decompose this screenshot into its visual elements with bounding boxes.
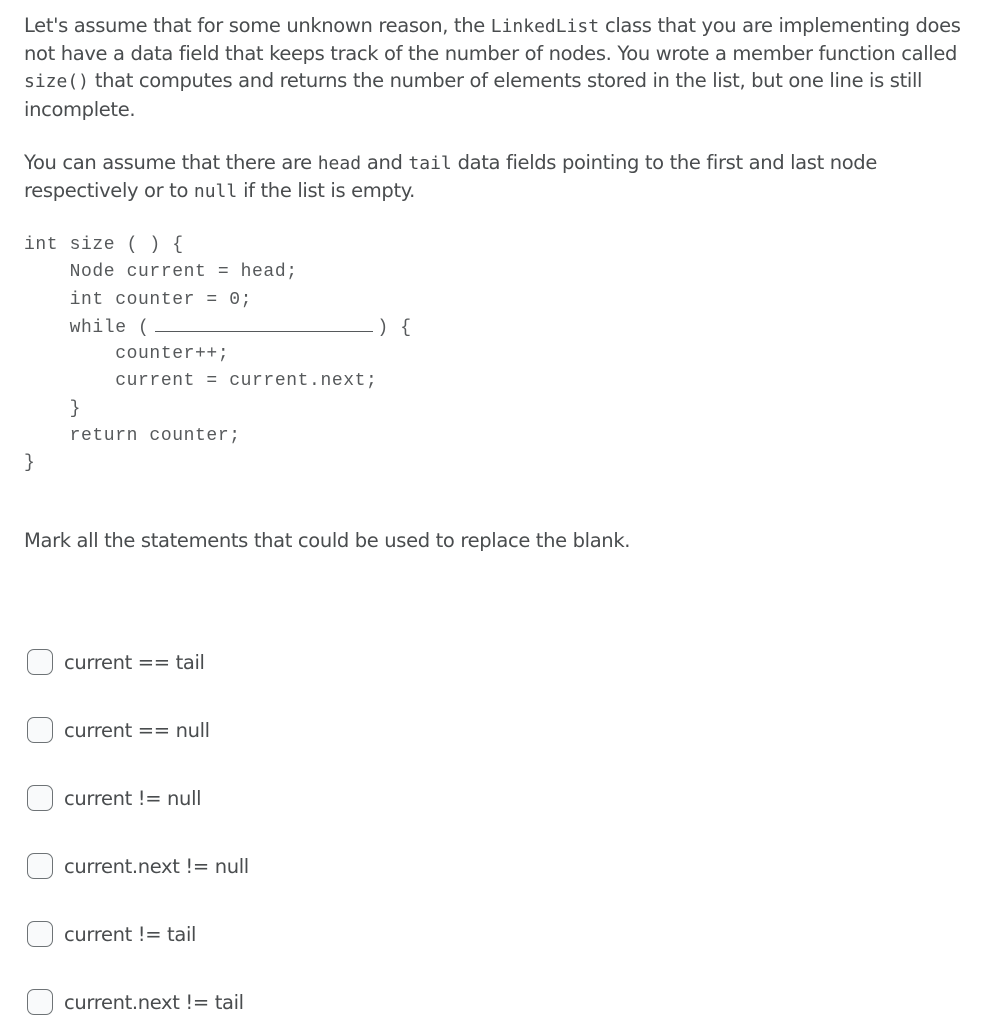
code-line: Node current = head; [24, 262, 298, 283]
inline-code-size: size() [24, 71, 90, 93]
question-paragraph-2 [24, 149, 974, 205]
code-line: int counter = 0; [24, 289, 253, 310]
code-block [24, 232, 412, 478]
question-paragraph-1 [24, 12, 974, 123]
code-line: } [24, 453, 36, 474]
code-line: return counter; [24, 426, 241, 447]
question-text: Let's assume that for some unknown reason, the [24, 14, 491, 37]
checkbox[interactable] [27, 989, 53, 1015]
checkbox[interactable] [27, 785, 53, 811]
question-text: You can assume that there are [24, 151, 318, 174]
option-current-eq-tail[interactable] [27, 648, 205, 676]
option-label: current == null [64, 718, 210, 742]
checkbox[interactable] [27, 921, 53, 947]
option-label: current != null [64, 786, 202, 810]
question-text: and [361, 151, 409, 174]
code-line: int size ( ) { [24, 235, 184, 255]
code-line-while [24, 314, 412, 341]
question-text: data fields pointing to the first and last node respectively or to [24, 151, 877, 203]
option-label: current.next != null [64, 854, 249, 878]
code-line: } [24, 398, 82, 419]
option-label: current != tail [64, 922, 197, 946]
option-current-next-neq-null[interactable] [27, 852, 249, 880]
code-while-start: while ( [24, 317, 150, 338]
option-current-neq-tail[interactable] [27, 920, 196, 948]
inline-code-null: null [193, 181, 238, 203]
option-label: current.next != tail [64, 990, 244, 1014]
checkbox[interactable] [27, 853, 53, 879]
checkbox[interactable] [27, 717, 53, 743]
question-prompt: Mark all the statements that could be used to replace the blank. [24, 529, 631, 552]
question-text: class that you are implementing does not have a data field that keeps track of the number of nodes. You wrote a member function called [24, 14, 961, 66]
option-current-eq-null[interactable] [27, 716, 210, 744]
code-while-end: ) { [377, 317, 412, 338]
code-blank [155, 314, 373, 332]
checkbox[interactable] [27, 649, 53, 675]
inline-code-tail: tail [408, 153, 452, 174]
option-label: current == tail [64, 650, 205, 674]
inline-code-linkedlist: LinkedList [490, 16, 600, 37]
inline-code-head: head [317, 153, 362, 174]
code-line: counter++; [24, 344, 230, 365]
option-current-neq-null[interactable] [27, 784, 201, 812]
option-current-next-neq-tail[interactable] [27, 988, 244, 1016]
question-text: that computes and returns the number of elements stored in the list, but one line is still incomplete. [24, 69, 923, 121]
question-text: if the list is empty. [237, 179, 416, 203]
code-line: current = current.next; [24, 371, 378, 392]
